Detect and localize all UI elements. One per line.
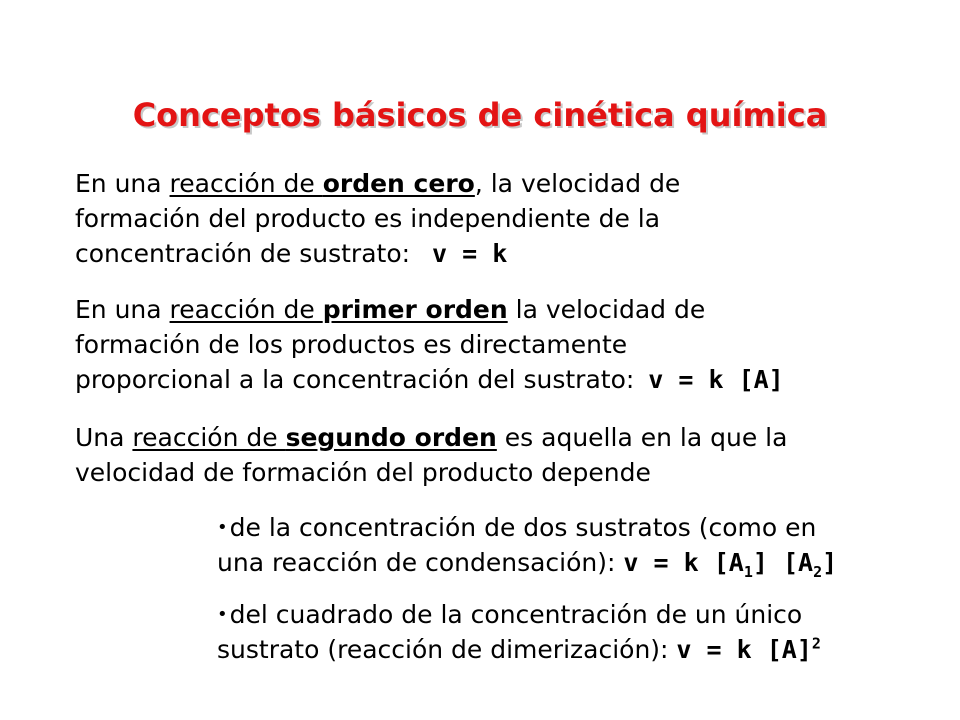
paragraph-line: formación del producto es independiente de la xyxy=(75,204,661,233)
bullet-item-dimerizacion xyxy=(217,597,821,667)
page-title: Conceptos básicos de cinética química xyxy=(132,96,828,134)
paragraph-primer-orden xyxy=(75,292,784,397)
bullet-line: sustrato (reacción de dimerización): v = k $[A]^2$ xyxy=(217,634,821,664)
underlined-term: reacción de segundo orden xyxy=(132,423,497,452)
bullet-icon: • xyxy=(217,604,228,625)
text: En una xyxy=(75,169,170,198)
paragraph-line: formación de los productos es directamente xyxy=(75,330,628,359)
formula: v = k $[A_1]$ $[A_2]$ xyxy=(623,548,838,581)
text: , la velocidad de xyxy=(474,169,681,198)
paragraph-line: velocidad de formación del producto depende xyxy=(75,458,651,487)
bullet-line: una reacción de condensación): v = k $[A_1]$ $[A_2]$ xyxy=(217,548,838,581)
underlined-term: reacción de primer orden xyxy=(169,295,508,324)
paragraph-line: proporcional a la concentración del sustrato: v = k [A] xyxy=(75,365,784,394)
bullet-icon: • xyxy=(217,517,228,538)
formula: v = k [A] xyxy=(648,365,784,394)
paragraph-segundo-orden xyxy=(75,420,787,490)
formula: v = k $[A]^2$ xyxy=(676,634,821,664)
formula: v = k xyxy=(432,239,508,268)
underlined-term: reacción de orden cero xyxy=(169,169,475,198)
paragraph-line xyxy=(75,166,680,201)
bullet-line: •del cuadrado de la concentración de un único xyxy=(217,600,803,629)
paragraph-line: Una reacción de segundo orden es aquella en la que la xyxy=(75,423,788,452)
bullet-line: •de la concentración de dos sustratos (como en xyxy=(217,513,817,542)
paragraph-orden-cero xyxy=(75,166,680,271)
paragraph-line: concentración de sustrato: v = k xyxy=(75,239,508,268)
paragraph-line: En una reacción de primer orden la velocidad de xyxy=(75,295,706,324)
bullet-item-condensacion xyxy=(217,510,837,580)
